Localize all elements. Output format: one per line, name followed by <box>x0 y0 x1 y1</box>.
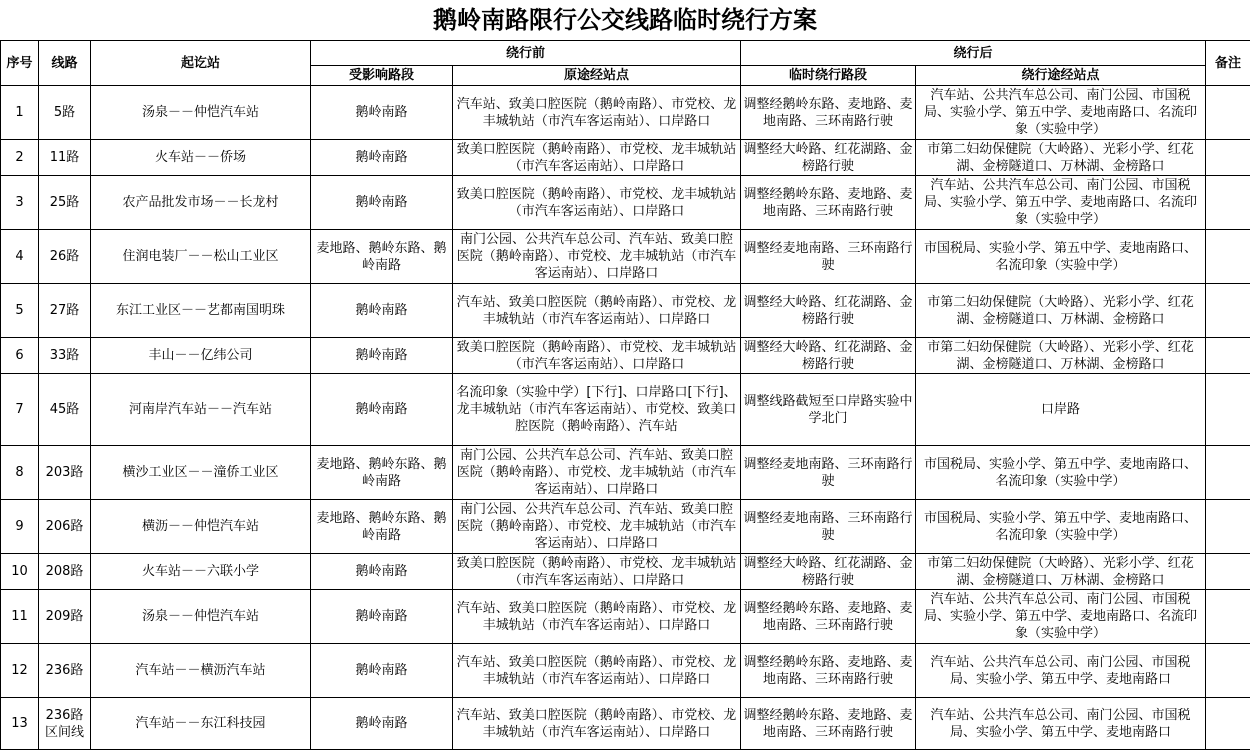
cell-detour-stops: 市国税局、实验小学、第五中学、麦地南路口、名流印象（实验中学） <box>916 500 1206 554</box>
cell-detour-route: 调整经大岭路、红花湖路、金榜路行驶 <box>741 140 916 176</box>
header-detour-route: 临时绕行路段 <box>741 66 916 86</box>
cell-line: 25路 <box>39 176 91 230</box>
cell-line: 27路 <box>39 284 91 338</box>
cell-line: 236路区间线 <box>39 698 91 750</box>
cell-affected: 鹅岭南路 <box>311 86 453 140</box>
cell-orig-stops: 汽车站、致美口腔医院（鹅岭南路）、市党校、龙丰城轨站（市汽车客运南站）、口岸路口 <box>453 86 741 140</box>
cell-orig-stops: 名流印象（实验中学）[下行]、口岸路口[下行]、龙丰城轨站（市汽车客运南站）、市党校、致美口腔医院（鹅岭南路）、汽车站 <box>453 374 741 446</box>
table-row <box>1 176 1250 230</box>
table-row <box>1 554 1250 590</box>
cell-remark <box>1206 86 1250 140</box>
table-row <box>1 446 1250 500</box>
cell-seq: 7 <box>1 374 39 446</box>
cell-line: 236路 <box>39 644 91 698</box>
cell-orig-stops: 南门公园、公共汽车总公司、汽车站、致美口腔医院（鹅岭南路）、市党校、龙丰城轨站（市汽车客运南站）、口岸路口 <box>453 446 741 500</box>
cell-seq: 5 <box>1 284 39 338</box>
cell-seq: 1 <box>1 86 39 140</box>
cell-remark <box>1206 338 1250 374</box>
cell-detour-stops: 汽车站、公共汽车总公司、南门公园、市国税局、实验小学、第五中学、麦地南路口、名流印象（实验中学） <box>916 176 1206 230</box>
cell-detour-stops: 市第二妇幼保健院（大岭路）、光彩小学、红花湖、金榜隧道口、万林湖、金榜路口 <box>916 284 1206 338</box>
cell-affected: 鹅岭南路 <box>311 176 453 230</box>
table-row <box>1 644 1250 698</box>
cell-remark <box>1206 284 1250 338</box>
header-before: 绕行前 <box>311 41 741 66</box>
cell-detour-route: 调整经鹅岭东路、麦地路、麦地南路、三环南路行驶 <box>741 86 916 140</box>
cell-terminals: 汤泉－－仲恺汽车站 <box>91 86 311 140</box>
cell-detour-stops: 市国税局、实验小学、第五中学、麦地南路口、名流印象（实验中学） <box>916 446 1206 500</box>
cell-line: 206路 <box>39 500 91 554</box>
cell-line: 33路 <box>39 338 91 374</box>
table-row <box>1 374 1250 446</box>
cell-affected: 鹅岭南路 <box>311 554 453 590</box>
table-row <box>1 500 1250 554</box>
cell-remark <box>1206 554 1250 590</box>
cell-line: 209路 <box>39 590 91 644</box>
cell-terminals: 火车站－－侨场 <box>91 140 311 176</box>
cell-detour-route: 调整经鹅岭东路、麦地路、麦地南路、三环南路行驶 <box>741 644 916 698</box>
cell-line: 45路 <box>39 374 91 446</box>
cell-detour-route: 调整经大岭路、红花湖路、金榜路行驶 <box>741 284 916 338</box>
cell-line: 26路 <box>39 230 91 284</box>
cell-detour-route: 调整线路截短至口岸路实验中学北门 <box>741 374 916 446</box>
cell-terminals: 汽车站－－东江科技园 <box>91 698 311 750</box>
cell-detour-stops: 市第二妇幼保健院（大岭路）、光彩小学、红花湖、金榜隧道口、万林湖、金榜路口 <box>916 554 1206 590</box>
table-row <box>1 698 1250 750</box>
cell-orig-stops: 致美口腔医院（鹅岭南路）、市党校、龙丰城轨站（市汽车客运南站）、口岸路口 <box>453 554 741 590</box>
cell-affected: 鹅岭南路 <box>311 698 453 750</box>
cell-detour-route: 调整经麦地南路、三环南路行驶 <box>741 446 916 500</box>
cell-remark <box>1206 500 1250 554</box>
cell-terminals: 住润电装厂－－松山工业区 <box>91 230 311 284</box>
cell-detour-route: 调整经鹅岭东路、麦地路、麦地南路、三环南路行驶 <box>741 176 916 230</box>
header-row-1 <box>1 41 1250 66</box>
cell-orig-stops: 致美口腔医院（鹅岭南路）、市党校、龙丰城轨站（市汽车客运南站）、口岸路口 <box>453 338 741 374</box>
cell-detour-route: 调整经鹅岭东路、麦地路、麦地南路、三环南路行驶 <box>741 698 916 750</box>
cell-line: 208路 <box>39 554 91 590</box>
cell-affected: 麦地路、鹅岭东路、鹅岭南路 <box>311 446 453 500</box>
cell-terminals: 丰山－－亿纬公司 <box>91 338 311 374</box>
cell-orig-stops: 汽车站、致美口腔医院（鹅岭南路）、市党校、龙丰城轨站（市汽车客运南站）、口岸路口 <box>453 698 741 750</box>
cell-remark <box>1206 698 1250 750</box>
table-row <box>1 590 1250 644</box>
cell-terminals: 河南岸汽车站－－汽车站 <box>91 374 311 446</box>
cell-detour-route: 调整经大岭路、红花湖路、金榜路行驶 <box>741 338 916 374</box>
cell-detour-stops: 市第二妇幼保健院（大岭路）、光彩小学、红花湖、金榜隧道口、万林湖、金榜路口 <box>916 140 1206 176</box>
header-line: 线路 <box>39 41 91 86</box>
table-row <box>1 230 1250 284</box>
cell-seq: 12 <box>1 644 39 698</box>
header-terminals: 起讫站 <box>91 41 311 86</box>
cell-orig-stops: 汽车站、致美口腔医院（鹅岭南路）、市党校、龙丰城轨站（市汽车客运南站）、口岸路口 <box>453 284 741 338</box>
cell-detour-route: 调整经鹅岭东路、麦地路、麦地南路、三环南路行驶 <box>741 590 916 644</box>
table-row <box>1 284 1250 338</box>
cell-orig-stops: 汽车站、致美口腔医院（鹅岭南路）、市党校、龙丰城轨站（市汽车客运南站）、口岸路口 <box>453 644 741 698</box>
cell-detour-stops: 汽车站、公共汽车总公司、南门公园、市国税局、实验小学、第五中学、麦地南路口、名流印象（实验中学） <box>916 590 1206 644</box>
cell-affected: 麦地路、鹅岭东路、鹅岭南路 <box>311 230 453 284</box>
page-title: 鹅岭南路限行公交线路临时绕行方案 <box>433 6 817 34</box>
cell-affected: 鹅岭南路 <box>311 590 453 644</box>
cell-detour-route: 调整经麦地南路、三环南路行驶 <box>741 500 916 554</box>
cell-affected: 鹅岭南路 <box>311 644 453 698</box>
table-row <box>1 338 1250 374</box>
cell-line: 5路 <box>39 86 91 140</box>
cell-orig-stops: 致美口腔医院（鹅岭南路）、市党校、龙丰城轨站（市汽车客运南站）、口岸路口 <box>453 140 741 176</box>
detour-table <box>0 40 1250 750</box>
cell-terminals: 汤泉－－仲恺汽车站 <box>91 590 311 644</box>
cell-affected: 鹅岭南路 <box>311 338 453 374</box>
header-orig-stops: 原途经站点 <box>453 66 741 86</box>
cell-remark <box>1206 140 1250 176</box>
cell-seq: 9 <box>1 500 39 554</box>
cell-remark <box>1206 590 1250 644</box>
cell-seq: 8 <box>1 446 39 500</box>
cell-detour-stops: 汽车站、公共汽车总公司、南门公园、市国税局、实验小学、第五中学、麦地南路口 <box>916 698 1206 750</box>
cell-detour-route: 调整经麦地南路、三环南路行驶 <box>741 230 916 284</box>
cell-detour-stops: 市国税局、实验小学、第五中学、麦地南路口、名流印象（实验中学） <box>916 230 1206 284</box>
cell-orig-stops: 汽车站、致美口腔医院（鹅岭南路）、市党校、龙丰城轨站（市汽车客运南站）、口岸路口 <box>453 590 741 644</box>
cell-seq: 11 <box>1 590 39 644</box>
cell-line: 203路 <box>39 446 91 500</box>
cell-terminals: 东江工业区－－艺都南国明珠 <box>91 284 311 338</box>
header-seq: 序号 <box>1 41 39 86</box>
table-row <box>1 140 1250 176</box>
table-row <box>1 86 1250 140</box>
cell-terminals: 汽车站－－横沥汽车站 <box>91 644 311 698</box>
header-after: 绕行后 <box>741 41 1206 66</box>
header-remark: 备注 <box>1206 41 1250 86</box>
cell-remark <box>1206 644 1250 698</box>
cell-seq: 2 <box>1 140 39 176</box>
cell-seq: 6 <box>1 338 39 374</box>
cell-detour-route: 调整经大岭路、红花湖路、金榜路行驶 <box>741 554 916 590</box>
cell-seq: 4 <box>1 230 39 284</box>
cell-remark <box>1206 176 1250 230</box>
header-affected: 受影响路段 <box>311 66 453 86</box>
cell-detour-stops: 口岸路 <box>916 374 1206 446</box>
cell-affected: 鹅岭南路 <box>311 284 453 338</box>
cell-detour-stops: 汽车站、公共汽车总公司、南门公园、市国税局、实验小学、第五中学、麦地南路口、名流印象（实验中学） <box>916 86 1206 140</box>
cell-terminals: 火车站－－六联小学 <box>91 554 311 590</box>
cell-detour-stops: 汽车站、公共汽车总公司、南门公园、市国税局、实验小学、第五中学、麦地南路口 <box>916 644 1206 698</box>
cell-detour-stops: 市第二妇幼保健院（大岭路）、光彩小学、红花湖、金榜隧道口、万林湖、金榜路口 <box>916 338 1206 374</box>
cell-orig-stops: 致美口腔医院（鹅岭南路）、市党校、龙丰城轨站（市汽车客运南站）、口岸路口 <box>453 176 741 230</box>
cell-remark <box>1206 374 1250 446</box>
cell-orig-stops: 南门公园、公共汽车总公司、汽车站、致美口腔医院（鹅岭南路）、市党校、龙丰城轨站（市汽车客运南站）、口岸路口 <box>453 230 741 284</box>
cell-remark <box>1206 446 1250 500</box>
cell-line: 11路 <box>39 140 91 176</box>
cell-remark <box>1206 230 1250 284</box>
cell-terminals: 横沙工业区－－潼侨工业区 <box>91 446 311 500</box>
cell-terminals: 农产品批发市场－－长龙村 <box>91 176 311 230</box>
cell-affected: 鹅岭南路 <box>311 374 453 446</box>
cell-seq: 10 <box>1 554 39 590</box>
cell-terminals: 横沥－－仲恺汽车站 <box>91 500 311 554</box>
cell-seq: 13 <box>1 698 39 750</box>
table-body <box>1 86 1250 750</box>
header-detour-stops: 绕行途经站点 <box>916 66 1206 86</box>
cell-orig-stops: 南门公园、公共汽车总公司、汽车站、致美口腔医院（鹅岭南路）、市党校、龙丰城轨站（市汽车客运南站）、口岸路口 <box>453 500 741 554</box>
cell-affected: 麦地路、鹅岭东路、鹅岭南路 <box>311 500 453 554</box>
cell-seq: 3 <box>1 176 39 230</box>
cell-affected: 鹅岭南路 <box>311 140 453 176</box>
